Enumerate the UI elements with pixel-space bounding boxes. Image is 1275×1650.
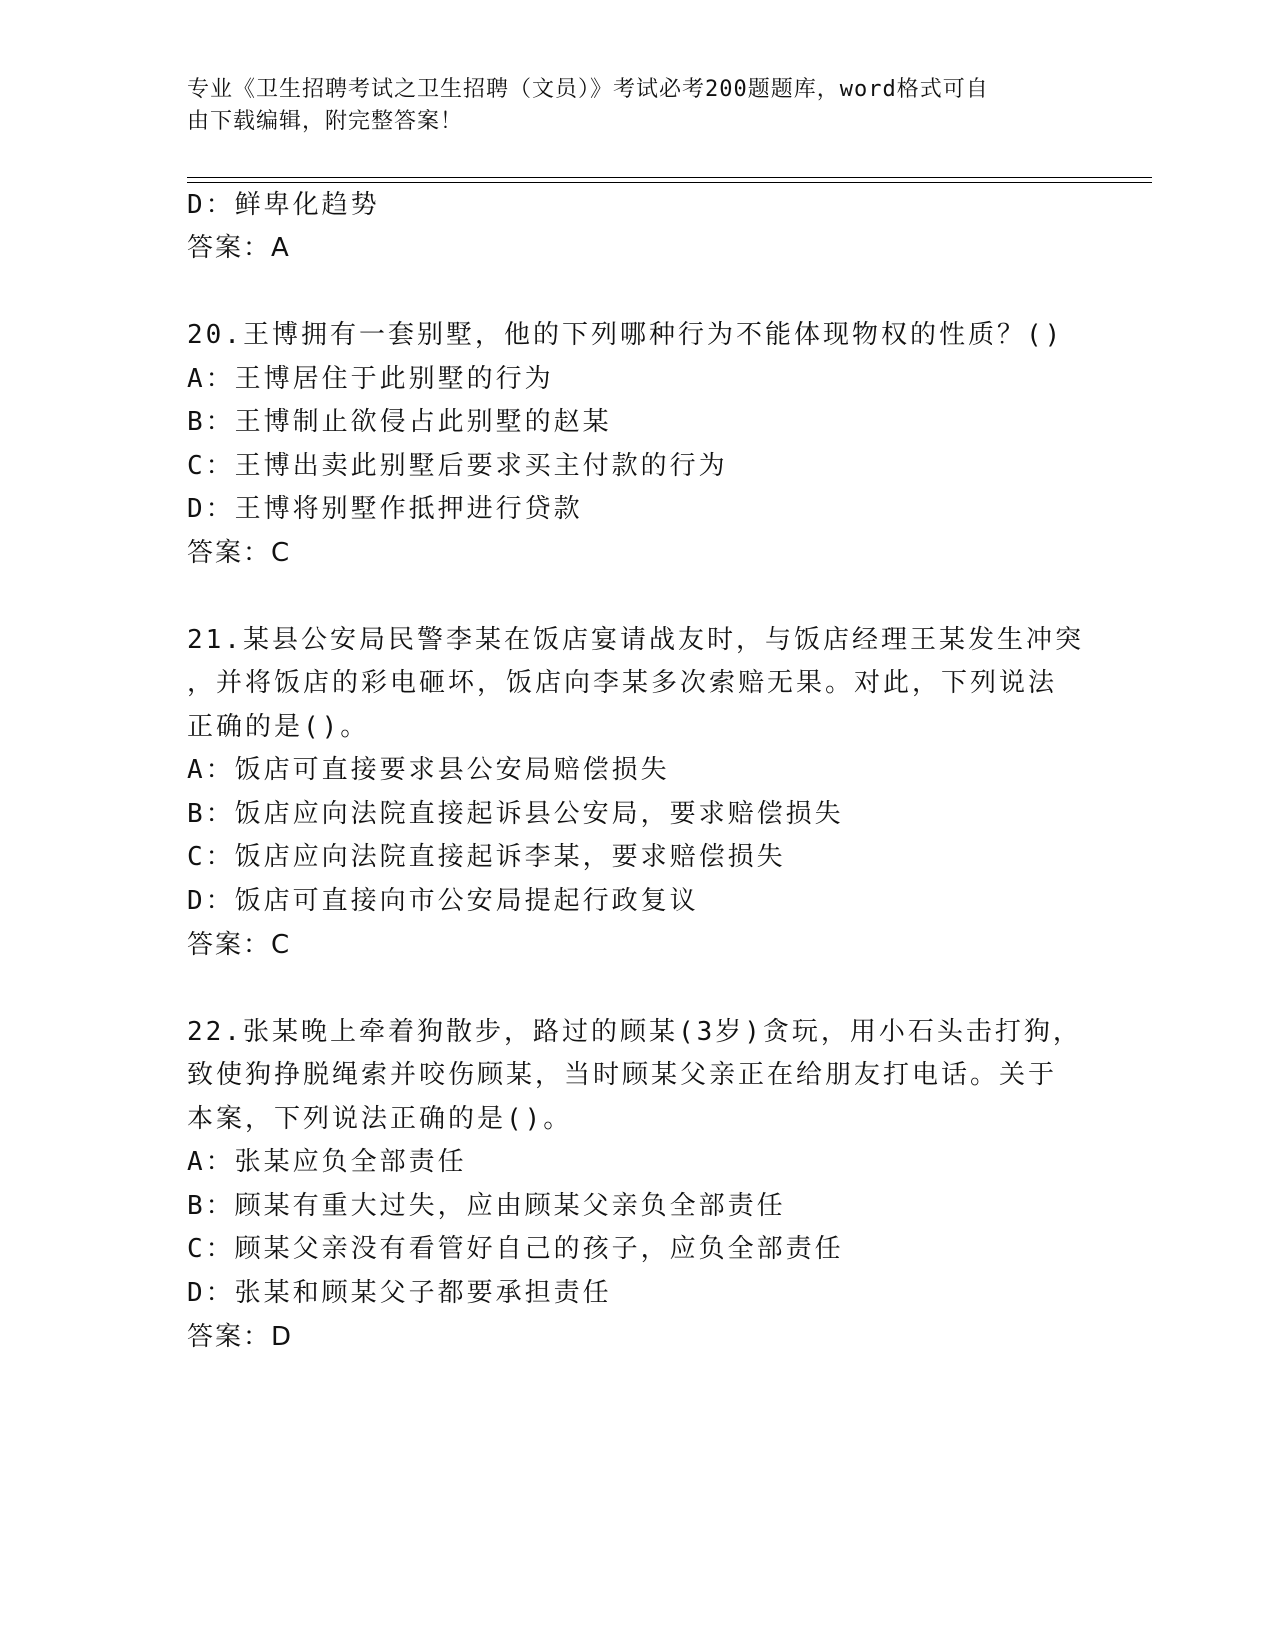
- q20-answer: 答案：C: [187, 538, 292, 568]
- prev-option-d: D：鲜卑化趋势: [187, 190, 380, 220]
- q21-option-a: A：饭店可直接要求县公安局赔偿损失: [187, 755, 670, 785]
- q22-option-a: A：张某应负全部责任: [187, 1147, 467, 1177]
- q20-option-b: B：王博制止欲侵占此别墅的赵某: [187, 407, 612, 437]
- q22-stem-line-1: 22.张某晚上牵着狗散步，路过的顾某(3岁)贪玩，用小石头击打狗，: [187, 1017, 1082, 1047]
- q21-option-c: C：饭店应向法院直接起诉李某，要求赔偿损失: [187, 842, 786, 872]
- q21-option-b: B：饭店应向法院直接起诉县公安局，要求赔偿损失: [187, 799, 844, 829]
- q22-option-b: B：顾某有重大过失，应由顾某父亲负全部责任: [187, 1191, 786, 1221]
- page-header: [187, 74, 1067, 138]
- q22-stem-line-2: 致使狗挣脱绳索并咬伤顾某，当时顾某父亲正在给朋友打电话。关于: [187, 1060, 1058, 1090]
- q21-stem-line-1: 21.某县公安局民警李某在饭店宴请战友时，与饭店经理王某发生冲突: [187, 625, 1084, 655]
- q21-stem-line-2: ，并将饭店的彩电砸坏，饭店向李某多次索赔无果。对此，下列说法: [187, 668, 1058, 698]
- q22-answer: 答案：D: [187, 1322, 294, 1352]
- header-rule-bottom: [187, 182, 1152, 183]
- q20-option-c: C：王博出卖此别墅后要求买主付款的行为: [187, 451, 728, 481]
- header-line-1: 专业《卫生招聘考试之卫生招聘（文员）》考试必考200题题库，word格式可自: [187, 77, 989, 102]
- header-rule-top: [187, 177, 1152, 178]
- q20-option-d: D：王博将别墅作抵押进行贷款: [187, 494, 583, 524]
- prev-answer: 答案：A: [187, 233, 291, 263]
- q21-answer: 答案：C: [187, 930, 292, 960]
- q21-option-d: D：饭店可直接向市公安局提起行政复议: [187, 886, 699, 916]
- q22-option-c: C：顾某父亲没有看管好自己的孩子，应负全部责任: [187, 1234, 844, 1264]
- q21-stem-line-3: 正确的是()。: [187, 712, 370, 742]
- header-line-2: 由下载编辑，附完整答案！: [187, 109, 464, 134]
- q22-option-d: D：张某和顾某父子都要承担责任: [187, 1278, 612, 1308]
- q20-stem: 20.王博拥有一套别墅，他的下列哪种行为不能体现物权的性质？(): [187, 320, 1064, 350]
- q20-option-a: A：王博居住于此别墅的行为: [187, 364, 554, 394]
- q22-stem-line-3: 本案，下列说法正确的是()。: [187, 1104, 573, 1134]
